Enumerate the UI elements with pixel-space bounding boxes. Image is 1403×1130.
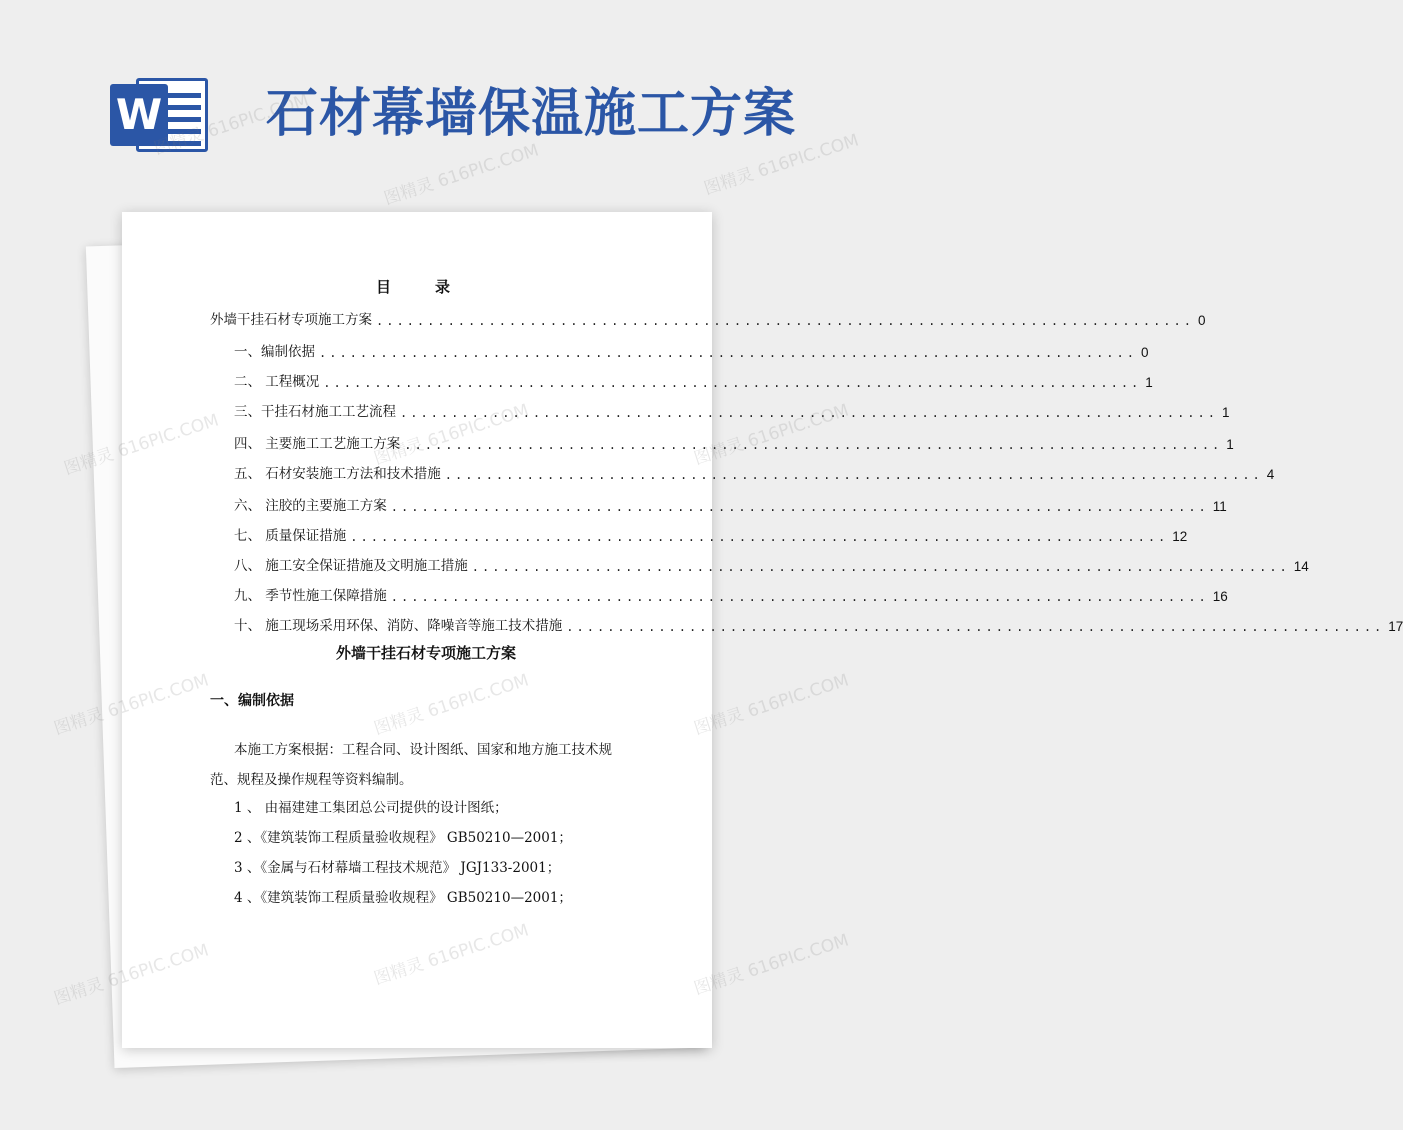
word-letter: W (110, 84, 168, 146)
toc-leader-dots: ................................................................................ (566, 620, 1385, 634)
toc-entry-label: 十、 施工现场采用环保、消防、降噪音等施工技术措施 (234, 618, 563, 634)
toc-entry-label: 外墙干挂石材专项施工方案 (210, 312, 372, 328)
toc-entry-page: 1 (1145, 375, 1153, 390)
toc-entry-page: 12 (1172, 529, 1188, 544)
word-document-icon (110, 78, 210, 152)
toc-entry-label: 九、 季节性施工保障措施 (234, 588, 387, 604)
toc-entry-page: 14 (1293, 559, 1309, 574)
toc-entry[interactable] (210, 306, 1206, 328)
toc-leader-dots: ................................................................................ (400, 406, 1218, 420)
toc-entry[interactable] (234, 582, 1228, 604)
watermark-text: 图精灵 616PIC.COM (691, 400, 852, 470)
toc-entry-label: 六、 注胶的主要施工方案 (234, 498, 387, 514)
toc-entry[interactable] (234, 612, 1403, 634)
toc-entry-page: 1 (1221, 405, 1230, 420)
paragraph-line: 范、规程及操作规程等资料编制。 (210, 772, 413, 788)
toc-entry[interactable] (234, 460, 1275, 482)
toc-leader-dots: ................................................................................ (390, 500, 1209, 514)
toc-leader-dots: ................................................................................ (323, 376, 1142, 390)
watermark-text: 图精灵 616PIC.COM (381, 140, 542, 210)
header-banner (0, 0, 800, 200)
reference-item: 1 、 由福建建工集团总公司提供的设计图纸； (234, 800, 508, 816)
paragraph-line: 本施工方案根据：工程合同、设计图纸、国家和地方施工技术规 (234, 742, 612, 758)
toc-title: 目录 (376, 278, 495, 296)
toc-entry[interactable] (234, 368, 1153, 390)
toc-entry-page: 1 (1226, 437, 1234, 452)
reference-item: 3 、《金属与石材幕墙工程技术规范》 JGJ133-2001； (234, 860, 561, 876)
toc-entry-page: 0 (1197, 313, 1206, 328)
toc-entry-page: 16 (1212, 589, 1228, 604)
section-title: 外墙干挂石材专项施工方案 (336, 644, 517, 662)
toc-entry[interactable] (234, 338, 1149, 360)
watermark-text: 图精灵 (51, 704, 107, 740)
reference-item: 4 、《建筑装饰工程质量验收规程》 GB50210—2001； (234, 890, 572, 906)
toc-entry-label: 五、 石材安装施工方法和技术措施 (234, 466, 441, 482)
watermark-text: 图精灵 (61, 444, 117, 480)
toc-leader-dots: ................................................................................ (319, 346, 1137, 360)
toc-entry-label: 一、编制依据 (234, 344, 315, 360)
toc-entry-label: 七、 质量保证措施 (234, 528, 347, 544)
toc-leader-dots: ................................................................................ (404, 438, 1223, 452)
section-heading: 一、编制依据 (210, 693, 294, 709)
toc-entry[interactable] (234, 552, 1309, 574)
toc-leader-dots: ................................................................................ (444, 468, 1263, 482)
toc-entry-page: 0 (1140, 345, 1149, 360)
toc-entry[interactable] (234, 492, 1227, 514)
toc-entry-label: 三、干挂石材施工工艺流程 (234, 404, 396, 420)
watermark-text: 图精灵 616PIC.COM (151, 90, 312, 160)
toc-entry-page: 17 (1388, 619, 1403, 634)
toc-entry-label: 四、 主要施工工艺施工方案 (234, 436, 401, 452)
toc-leader-dots: ................................................................................ (471, 560, 1290, 574)
watermark-text: 图精灵 616PIC.COM (701, 130, 862, 200)
toc-leader-dots: ................................................................................ (390, 590, 1209, 604)
toc-entry-page: 11 (1212, 499, 1227, 514)
toc-entry[interactable] (234, 430, 1234, 452)
toc-entry[interactable] (234, 398, 1230, 420)
toc-leader-dots: ................................................................................ (376, 314, 1194, 328)
reference-item: 2 、《建筑装饰工程质量验收规程》 GB50210—2001； (234, 830, 572, 846)
watermark-text: 图精灵 616PIC.COM (691, 670, 852, 740)
watermark-text: 图精灵 616PIC.COM (691, 930, 852, 1000)
page-title: 石材幕墙保温施工方案 (266, 83, 797, 144)
toc-entry-label: 八、 施工安全保证措施及文明施工措施 (234, 558, 468, 574)
toc-leader-dots: ................................................................................ (350, 530, 1169, 544)
watermark-text: 图精灵 (51, 974, 107, 1010)
toc-entry-page: 4 (1266, 467, 1275, 482)
toc-entry[interactable] (234, 522, 1188, 544)
toc-entry-label: 二、 工程概况 (234, 374, 320, 390)
